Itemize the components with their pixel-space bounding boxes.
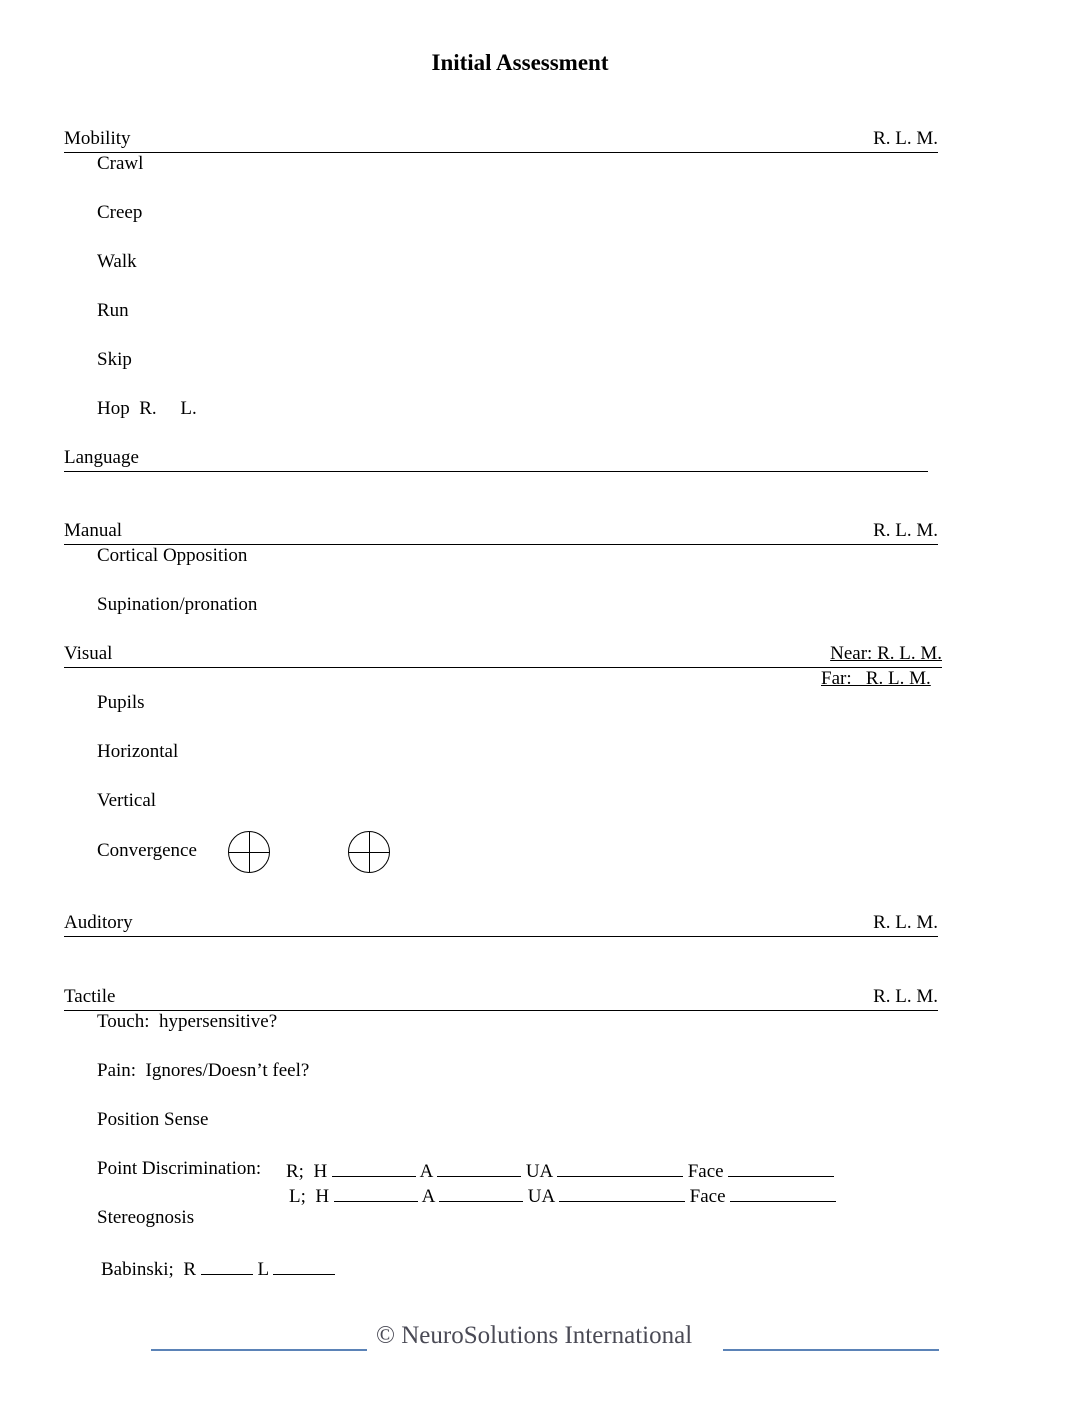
pd-r-face-blank[interactable] xyxy=(728,1158,834,1177)
hop-label: Hop xyxy=(97,398,130,419)
list-item: Crawl xyxy=(97,153,144,174)
footer-divider-left xyxy=(151,1349,367,1351)
rlm-label: R. L. M. xyxy=(873,128,938,149)
list-item: Creep xyxy=(97,202,143,223)
babinski-row xyxy=(101,1256,335,1281)
pd-r-ua-blank[interactable] xyxy=(557,1158,683,1177)
rlm-label: R. L. M. xyxy=(873,986,938,1007)
section-auditory xyxy=(64,912,938,937)
pd-left-row xyxy=(289,1183,836,1208)
pd-a-label: A xyxy=(419,1161,433,1182)
list-item: Vertical xyxy=(97,790,157,811)
babinski-l-label: L xyxy=(257,1259,269,1280)
convergence-crosshair-icon xyxy=(348,831,390,873)
section-tactile xyxy=(64,986,938,1011)
pd-l-face-blank[interactable] xyxy=(730,1183,836,1202)
list-item: Supination/pronation xyxy=(97,594,258,615)
footer-divider-right xyxy=(723,1349,939,1351)
list-item: Touch: hypersensitive? xyxy=(97,1011,278,1032)
convergence-crosshair-icon xyxy=(228,831,270,873)
far-rlm-label: Far: R. L. M. xyxy=(821,668,931,689)
pd-ua-label: UA xyxy=(525,1161,553,1182)
rlm-label: R. L. M. xyxy=(873,520,938,541)
babinski-r-label: R xyxy=(183,1259,197,1280)
pd-right-row xyxy=(286,1158,834,1183)
list-item: Skip xyxy=(97,349,132,370)
list-item: Pain: Ignores/Doesn’t feel? xyxy=(97,1060,310,1081)
list-item: Position Sense xyxy=(97,1109,209,1130)
pd-ua-label: UA xyxy=(527,1186,555,1207)
pd-a-label: A xyxy=(421,1186,435,1207)
list-item: Convergence xyxy=(97,840,197,861)
near-rlm-label: Near: R. L. M. xyxy=(830,643,942,664)
section-label: Tactile xyxy=(64,986,116,1007)
babinski-label: Babinski; xyxy=(101,1259,174,1280)
rlm-label: R. L. M. xyxy=(873,912,938,933)
pd-h-label: H xyxy=(315,1186,330,1207)
section-language xyxy=(64,447,928,472)
section-label: Auditory xyxy=(64,912,133,933)
section-manual xyxy=(64,520,938,545)
list-item: Pupils xyxy=(97,692,145,713)
pd-side: L; xyxy=(289,1186,306,1207)
point-discrimination-label xyxy=(97,1158,261,1180)
list-item: Run xyxy=(97,300,129,321)
section-mobility xyxy=(64,128,938,153)
pd-side: R; xyxy=(286,1161,304,1182)
hop-left: L. xyxy=(180,398,197,419)
pd-face-label: Face xyxy=(687,1161,724,1182)
pd-l-ua-blank[interactable] xyxy=(559,1183,685,1202)
pd-l-a-blank[interactable] xyxy=(439,1183,523,1202)
hop-right: R. xyxy=(139,398,157,419)
pd-face-label: Face xyxy=(689,1186,726,1207)
list-item: Cortical Opposition xyxy=(97,545,248,566)
section-label: Visual xyxy=(64,643,113,664)
pd-l-h-blank[interactable] xyxy=(334,1183,418,1202)
babinski-l-blank[interactable] xyxy=(273,1256,335,1275)
stereognosis-label: Stereognosis xyxy=(97,1207,195,1228)
section-visual xyxy=(64,643,942,668)
section-label: Manual xyxy=(64,520,123,541)
list-item: Walk xyxy=(97,251,137,272)
page-title: Initial Assessment xyxy=(431,50,609,75)
footer-copyright: © NeuroSolutions International xyxy=(376,1322,693,1349)
list-item: Horizontal xyxy=(97,741,179,762)
pd-r-h-blank[interactable] xyxy=(332,1158,416,1177)
hop-row xyxy=(97,398,197,420)
pd-r-a-blank[interactable] xyxy=(437,1158,521,1177)
babinski-r-blank[interactable] xyxy=(201,1256,253,1275)
section-label: Mobility xyxy=(64,128,131,149)
pd-h-label: H xyxy=(313,1161,328,1182)
section-label: Language xyxy=(64,447,139,468)
pd-label: Point Discrimination: xyxy=(97,1158,262,1179)
